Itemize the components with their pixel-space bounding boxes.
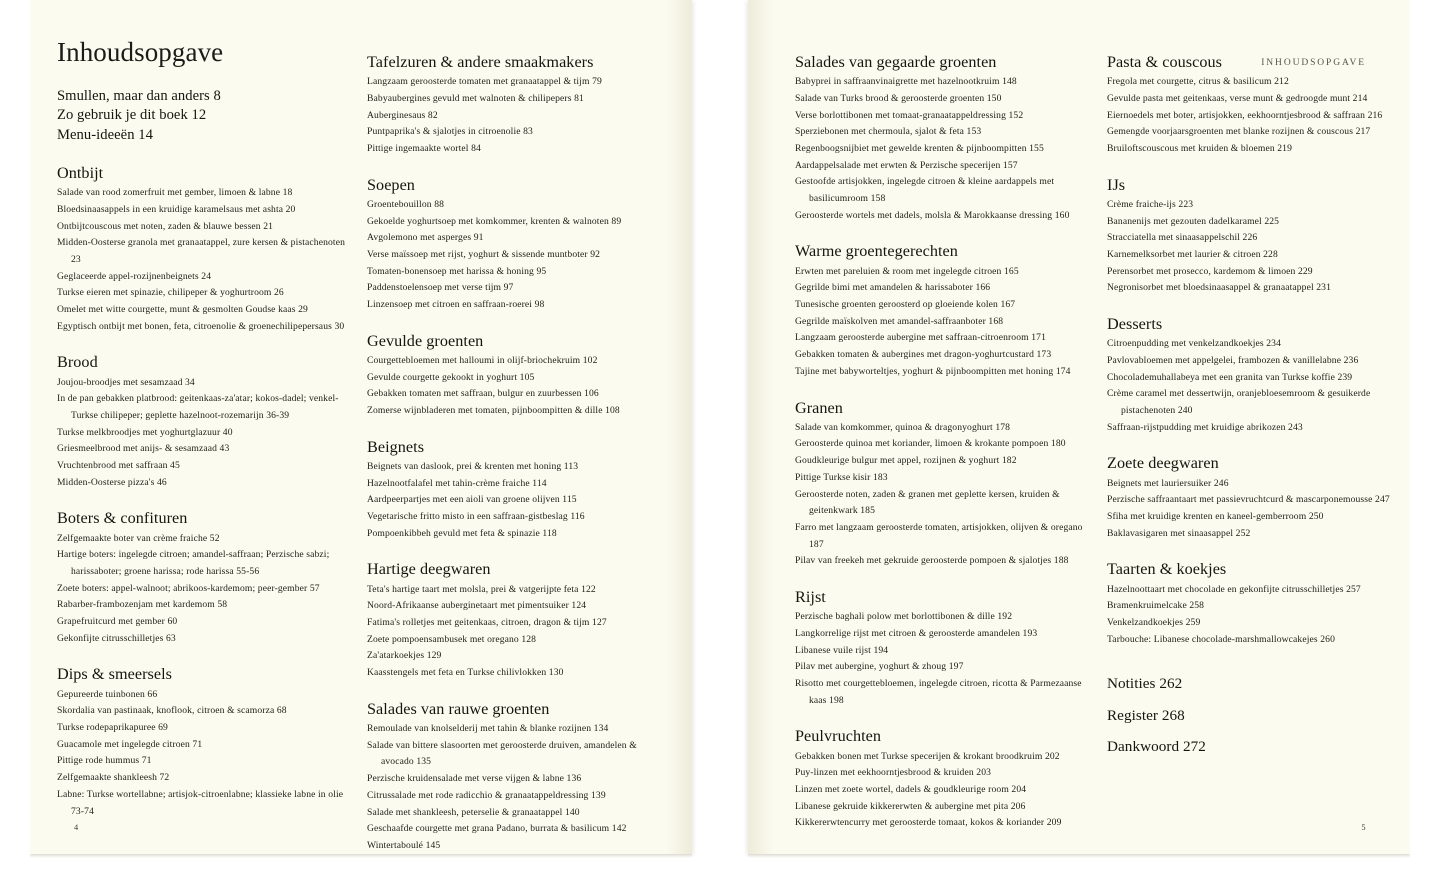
back-matter-list	[1107, 675, 1407, 756]
toc-entry[interactable]: Bloedsinaasappels in een kruidige karamelsaus met ashta 20	[57, 203, 296, 215]
toc-entry[interactable]: Crème fraiche-ijs 223	[1107, 198, 1194, 210]
toc-entry[interactable]: Groentebouillon 88	[367, 198, 445, 210]
toc-entry[interactable]: Omelet met witte courgette, munt & gesmolten Goudse kaas 29	[57, 303, 308, 315]
left-page-content	[30, 0, 692, 854]
toc-entry[interactable]: Pilav van freekeh met gekruide geroosterde pompoen & sjalotjes 188	[795, 555, 1069, 567]
toc-entry[interactable]: Turkse eieren met spinazie, chilipeper & yoghurtroom 26	[57, 287, 284, 299]
left-page	[30, 0, 692, 854]
toc-entry[interactable]: Goudkleurige bulgur met appel, rozijnen & yoghurt 182	[795, 455, 1017, 467]
toc-entry[interactable]: Geschaafde courgette met grana Padano, burrata & basilicum 142	[367, 823, 627, 835]
toc-entry[interactable]: Gevulde courgette gekookt in yoghurt 105	[367, 371, 535, 383]
toc-entry[interactable]: Babyaubergines gevuld met walnoten & chilipepers 81	[367, 92, 584, 104]
toc-entry[interactable]: Griesmeelbrood met anijs- & sesamzaad 43	[57, 443, 230, 455]
column-top-spacer	[367, 38, 665, 52]
toc-entry[interactable]: Verse borlottibonen met tomaat-granaatappeldressing 152	[795, 109, 1024, 121]
section-heading: Taarten & koekjes	[1107, 560, 1227, 579]
toc-entry[interactable]: Fatima's rolletjes met geitenkaas, citroen, dragon & tijm 127	[367, 617, 607, 629]
toc-section-rijst	[795, 587, 1095, 709]
toc-entry[interactable]: Geroosterde wortels met dadels, molsla & Marokkaanse dressing 160	[795, 209, 1070, 221]
toc-entry[interactable]: Chocolademuhallabeya met een granita van Turkse koffie 239	[1107, 371, 1353, 383]
toc-entry[interactable]: Pittige ingemaakte wortel 84	[367, 143, 481, 154]
toc-entry[interactable]: Kikkererwtencurry met geroosterde tomaat, kokos & koriander 209	[795, 817, 1062, 829]
toc-entry[interactable]: Paddenstoelensoep met verse tijm 97	[367, 282, 514, 294]
toc-entry[interactable]: Citroenpudding met venkelzandkoekjes 234	[1107, 338, 1281, 350]
toc-entry[interactable]: Geroosterde noten, zaden & granen met geplette kersen, kruiden & geitenkwark 185	[795, 488, 1060, 517]
toc-entry[interactable]: Turkse rodepaprikapuree 69	[57, 722, 168, 734]
toc-entry[interactable]: Salade van komkommer, quinoa & dragonyoghurt 178	[795, 421, 1011, 433]
toc-entry[interactable]: Gegrilde bimi met amandelen & harissaboter 166	[795, 282, 991, 294]
toc-entry[interactable]: Verse maïssoep met rijst, yoghurt & sissende muntboter 92	[367, 249, 601, 260]
toc-entry[interactable]: Beignets met lauriersuiker 246	[1107, 477, 1229, 489]
section-heading: Tafelzuren & andere smaakmakers	[367, 53, 594, 71]
toc-section-desserts	[1107, 314, 1407, 436]
right-page-number: 5	[1361, 823, 1366, 832]
front-matter-list	[57, 87, 355, 145]
right-page-columns	[795, 38, 1410, 849]
column-top-spacer	[1107, 38, 1407, 52]
toc-section-beignets	[367, 437, 665, 543]
toc-entry[interactable]: Gekonfijte citrusschilletjes 63	[57, 632, 176, 644]
toc-entry[interactable]: Gepureerde tuinbonen 66	[57, 688, 158, 700]
right-column-2	[1107, 38, 1407, 849]
toc-entry[interactable]: Gebakken tomaten met saffraan, bulgur en zuurbessen 106	[367, 388, 599, 400]
back-matter-item[interactable]: Register 268	[1107, 706, 1185, 724]
toc-entry[interactable]: Regenboogsnijbiet met gewelde krenten & pijnboompitten 155	[795, 143, 1044, 154]
toc-entry[interactable]: Zelfgemaakte shankleesh 72	[57, 772, 170, 784]
section-heading: Dips & smeersels	[57, 665, 172, 684]
back-matter-spacer	[1107, 665, 1407, 673]
section-heading: Brood	[57, 353, 98, 372]
toc-entry[interactable]: Hazelnoottaart met chocolade en gekonfijte citrusschilletjes 257	[1107, 583, 1361, 595]
section-heading: Soepen	[367, 175, 415, 194]
toc-entry[interactable]: Labne: Turkse wortellabne; artisjok-citroenlabne; klassieke labne in olie 73-74	[57, 788, 344, 817]
right-column-1	[795, 38, 1095, 849]
toc-section-salades-rauwe-groenten	[367, 699, 665, 855]
toc-entry[interactable]: Pompoenkibbeh gevuld met feta & spinazie 118	[367, 527, 557, 539]
section-heading: Peulvruchten	[795, 727, 882, 746]
toc-entry[interactable]: Geroosterde quinoa met koriander, limoen & krokante pompoen 180	[795, 438, 1066, 450]
toc-section-soepen	[367, 175, 665, 314]
front-matter-item[interactable]: Zo gebruik je dit boek 12	[57, 107, 207, 124]
toc-entry[interactable]: Langzaam geroosterde aubergine met saffraan-citroenroom 171	[795, 332, 1046, 344]
toc-entry[interactable]: Noord-Afrikaanse auberginetaart met pimentsuiker 124	[367, 600, 587, 612]
toc-entry[interactable]: Babyprei in saffraanvinaigrette met hazelnootkruim 148	[795, 76, 1017, 88]
section-heading: Zoete deegwaren	[1107, 454, 1219, 473]
section-heading: Beignets	[367, 437, 425, 456]
toc-section-gevulde-groenten	[367, 331, 665, 420]
toc-entry[interactable]: Perzische baghali polow met borlottibonen & dille 192	[795, 611, 1013, 623]
toc-entry[interactable]: Gebakken bonen met Turkse specerijen & krokant broodkruim 202	[795, 750, 1060, 762]
toc-entry[interactable]: Hartige boters: ingelegde citroen; amandel-saffraan; Perzische sabzi; harissaboter; groene harissa; rode harissa 55-56	[57, 549, 330, 578]
section-heading: Salades van rauwe groenten	[367, 699, 550, 718]
back-matter-item[interactable]: Dankwoord 272	[1107, 737, 1206, 755]
section-heading: Boters & confituren	[57, 509, 188, 528]
toc-entry[interactable]: Teta's hartige taart met molsla, prei & vatgerijpte feta 122	[367, 583, 596, 595]
section-heading: Rijst	[795, 587, 826, 606]
toc-section-zoete-deegwaren	[1107, 453, 1407, 542]
running-head: INHOUDSOPGAVE	[1261, 58, 1366, 68]
toc-entry[interactable]: Salade van bittere slasoorten met geroosterde druiven, amandelen & avocado 135	[367, 739, 637, 768]
toc-entry[interactable]: Zomerse wijnbladeren met tomaten, pijnboompitten & dille 108	[367, 405, 620, 417]
section-heading: Desserts	[1107, 315, 1163, 334]
toc-entry[interactable]: Gevulde pasta met geitenkaas, verse munt & gedroogde munt 214	[1107, 92, 1368, 104]
toc-section-brood	[57, 352, 355, 491]
toc-entry[interactable]: Perzische kruidensalade met verse vijgen & labne 136	[367, 773, 582, 785]
toc-entry[interactable]: Ontbijtcouscous met noten, zaden & blauwe bessen 21	[57, 220, 274, 232]
toc-entry[interactable]: In de pan gebakken platbrood: geitenkaas-za'atar; kokos-dadel; venkel-Turkse chilipeper; geplette hazelnoot-rozemarijn 36-39	[57, 393, 339, 421]
toc-entry[interactable]: Bananenijs met gezouten dadelkaramel 225	[1107, 215, 1280, 227]
toc-entry[interactable]: Zoete pompoensambusek met oregano 128	[367, 633, 537, 645]
front-matter-item[interactable]: Smullen, maar dan anders 8	[57, 87, 221, 104]
toc-entry[interactable]: Turkse melkbroodjes met yoghurtglazuur 40	[57, 426, 233, 438]
toc-entry[interactable]: Sfiha met kruidige krenten en kaneel-gemberroom 250	[1107, 511, 1324, 523]
toc-entry[interactable]: Risotto met courgettebloemen, ingelegde citroen, ricotta & Parmezaanse kaas 198	[795, 677, 1082, 706]
section-heading: Pasta & couscous	[1107, 53, 1222, 71]
toc-entry[interactable]: Hazelnootfalafel met tahin-crème fraiche 114	[367, 477, 547, 489]
left-page-number: 4	[74, 823, 79, 832]
left-column-2	[367, 38, 665, 872]
toc-entry[interactable]: Perensorbet met prosecco, kardemom & limoen 229	[1107, 265, 1313, 277]
toc-entry[interactable]: Midden-Oosterse pizza's 46	[57, 476, 167, 488]
toc-section-warme-groentegerechten	[795, 241, 1095, 380]
toc-entry[interactable]: Gebakken tomaten & aubergines met dragon-yoghurtcustard 173	[795, 349, 1052, 361]
toc-entry[interactable]: Geglaceerde appel-rozijnenbeignets 24	[57, 270, 212, 282]
toc-entry[interactable]: Pittige rode hummus 71	[57, 755, 152, 767]
toc-entry[interactable]: Bramenkruimelcake 258	[1107, 600, 1205, 612]
toc-entry[interactable]: Salade van rood zomerfruit met gember, limoen & labne 18	[57, 187, 293, 199]
section-heading: IJs	[1107, 175, 1126, 194]
toc-entry[interactable]: Erwten met pareluien & room met ingelegde citroen 165	[795, 265, 1019, 277]
toc-entry[interactable]: Pavlovabloemen met appelgelei, frambozen & vanillelabne 236	[1107, 355, 1359, 366]
toc-entry[interactable]: Linzen met zoete wortel, dadels & goudkleurige room 204	[795, 783, 1027, 795]
right-page-edge	[748, 854, 1410, 858]
toc-entry[interactable]: Remoulade van knolselderij met tahin & blanke rozijnen 134	[367, 723, 609, 735]
page-title: Inhoudsopgave	[57, 37, 224, 67]
toc-entry[interactable]: Zelfgemaakte boter van crème fraiche 52	[57, 532, 220, 544]
toc-entry[interactable]: Gemengde voorjaarsgroenten met blanke rozijnen & couscous 217	[1107, 126, 1371, 138]
left-column-1	[57, 38, 355, 872]
toc-entry[interactable]: Za'atarkoekjes 129	[367, 650, 442, 662]
toc-entry[interactable]: Egyptisch ontbijt met bonen, feta, citroenolie & groenechilipepersaus 30	[57, 320, 345, 332]
toc-entry[interactable]: Gekoelde yoghurtsoep met komkommer, krenten & walnoten 89	[367, 215, 622, 227]
toc-entry[interactable]: Tarbouche: Libanese chocolade-marshmallowcakejes 260	[1107, 633, 1335, 645]
toc-entry[interactable]: Negronisorbet met bloedsinaasappel & granaatappel 231	[1107, 282, 1332, 294]
toc-entry[interactable]: Stracciatella met sinaasappelschil 226	[1107, 232, 1258, 244]
toc-entry[interactable]: Crème caramel met dessertwijn, oranjebloesemroom & gesuikerde pistachenoten 240	[1107, 388, 1371, 417]
toc-entry[interactable]: Perzische saffraantaart met passievruchtcurd & mascarponemousse 247	[1107, 494, 1390, 506]
front-matter-item[interactable]: Menu-ideeën 14	[57, 126, 153, 143]
back-matter-item[interactable]: Notities 262	[1107, 675, 1183, 693]
toc-entry[interactable]: Skordalia van pastinaak, knoflook, citroen & scamorza 68	[57, 705, 287, 717]
toc-entry[interactable]: Aardpeerpartjes met een aioli van groene olijven 115	[367, 494, 577, 506]
toc-entry[interactable]: Libanese vuile rijst 194	[795, 644, 889, 656]
section-heading: Warme groentegerechten	[795, 242, 958, 261]
toc-entry[interactable]: Farro met langzaam geroosterde tomaten, artisjokken, olijven & oregano 187	[795, 521, 1083, 550]
toc-entry[interactable]: Pittige Turkse kisir 183	[795, 471, 888, 483]
toc-entry[interactable]: Joujou-broodjes met sesamzaad 34	[57, 376, 195, 388]
toc-section-pasta-couscous	[1107, 52, 1407, 158]
toc-entry[interactable]: Auberginesaus 82	[367, 109, 438, 121]
toc-entry[interactable]: Gegrilde maïskolven met amandel-saffraanboter 168	[795, 315, 1004, 327]
toc-section-ijs	[1107, 175, 1407, 297]
toc-entry[interactable]: Salade met shankleesh, peterselie & granaatappel 140	[367, 806, 580, 818]
toc-entry[interactable]: Puntpaprika's & sjalotjes in citroenolie 83	[367, 126, 533, 138]
toc-entry[interactable]: Pilav met aubergine, yoghurt & zhoug 197	[795, 661, 964, 673]
toc-section-dips-smeersels	[57, 664, 355, 820]
section-heading: Salades van gegaarde groenten	[795, 53, 997, 71]
toc-entry[interactable]: Courgettebloemen met halloumi in olijf-briochekruim 102	[367, 355, 598, 366]
toc-entry[interactable]: Venkelzandkoekjes 259	[1107, 617, 1201, 629]
toc-entry[interactable]: Vruchtenbrood met saffraan 45	[57, 460, 180, 472]
toc-entry[interactable]: Tajine met babyworteltjes, yoghurt & pijnboompitten met honing 174	[795, 365, 1071, 377]
toc-entry[interactable]: Kaasstengels met feta en Turkse chilivlokken 130	[367, 667, 564, 679]
toc-section-ontbijt	[57, 163, 355, 335]
toc-entry[interactable]: Tunesische groenten geroosterd op gloeiende kolen 167	[795, 299, 1016, 311]
column-top-spacer	[795, 38, 1095, 52]
toc-entry[interactable]: Tomaten-bonensoep met harissa & honing 95	[367, 265, 547, 277]
toc-entry[interactable]: Rabarber-frambozenjam met kardemom 58	[57, 599, 228, 611]
toc-entry[interactable]: Aardappelsalade met erwten & Perzische specerijen 157	[795, 159, 1018, 171]
toc-entry[interactable]: Libanese gekruide kikkererwten & aubergine met pita 206	[795, 800, 1026, 812]
section-heading: Granen	[795, 398, 843, 417]
toc-entry[interactable]: Vegetarische fritto misto in een saffraan-gistbeslag 116	[367, 511, 585, 523]
right-page	[748, 0, 1410, 854]
toc-entry[interactable]: Linzensoep met citroen en saffraan-roerei 98	[367, 299, 545, 311]
toc-section-granen	[795, 398, 1095, 570]
section-heading: Hartige deegwaren	[367, 560, 491, 579]
toc-entry[interactable]: Wintertaboulé 145	[367, 839, 441, 851]
toc-entry[interactable]: Karnemelksorbet met laurier & citroen 228	[1107, 249, 1278, 260]
toc-entry[interactable]: Fregola met courgette, citrus & basilicum 212	[1107, 76, 1289, 88]
toc-entry[interactable]: Baklavasigaren met sinaasappel 252	[1107, 527, 1251, 539]
toc-entry[interactable]: Langkorrelige rijst met citroen & geroosterde amandelen 193	[795, 627, 1038, 639]
toc-section-peulvruchten	[795, 726, 1095, 832]
toc-entry[interactable]: Gestoofde artisjokken, ingelegde citroen & kleine aardappels met basilicumroom 158	[795, 176, 1055, 205]
toc-section-boters-confituren	[57, 508, 355, 647]
toc-entry[interactable]: Langzaam geroosterde tomaten met granaatappel & tijm 79	[367, 76, 602, 88]
toc-entry[interactable]: Beignets van daslook, prei & krenten met honing 113	[367, 461, 579, 472]
toc-entry[interactable]: Citrussalade met rode radicchio & granaatappeldressing 139	[367, 789, 606, 801]
toc-entry[interactable]: Puy-linzen met eekhoorntjesbrood & kruiden 203	[795, 767, 992, 779]
toc-entry[interactable]: Saffraan-rijstpudding met kruidige abrikozen 243	[1107, 421, 1303, 433]
right-page-content	[748, 0, 1410, 854]
left-page-columns	[57, 38, 692, 872]
toc-entry[interactable]: Guacamole met ingelegde citroen 71	[57, 738, 203, 750]
toc-entry[interactable]: Bruiloftscouscous met kruiden & bloemen 219	[1107, 143, 1293, 154]
toc-section-tafelzuren	[367, 52, 665, 158]
toc-entry[interactable]: Zoete boters: appel-walnoot; abrikoos-kardemom; peer-gember 57	[57, 582, 320, 594]
toc-section-salades-gegaarde-groenten	[795, 52, 1095, 224]
toc-entry[interactable]: Eiernoedels met boter, artisjokken, eekhoorntjesbrood & saffraan 216	[1107, 109, 1383, 121]
toc-entry[interactable]: Sperziebonen met chermoula, sjalot & feta 153	[795, 126, 982, 138]
toc-section-taarten-koekjes	[1107, 559, 1407, 648]
toc-entry[interactable]: Grapefruitcurd met gember 60	[57, 616, 178, 628]
toc-section-hartige-deegwaren	[367, 559, 665, 681]
toc-entry[interactable]: Midden-Oosterse granola met granaatappel, zure kersen & pistachenoten 23	[57, 237, 345, 265]
toc-entry[interactable]: Avgolemono met asperges 91	[367, 232, 484, 244]
section-heading: Gevulde groenten	[367, 331, 484, 350]
section-heading: Ontbijt	[57, 163, 104, 182]
toc-entry[interactable]: Salade van Turks brood & geroosterde groenten 150	[795, 92, 1002, 104]
